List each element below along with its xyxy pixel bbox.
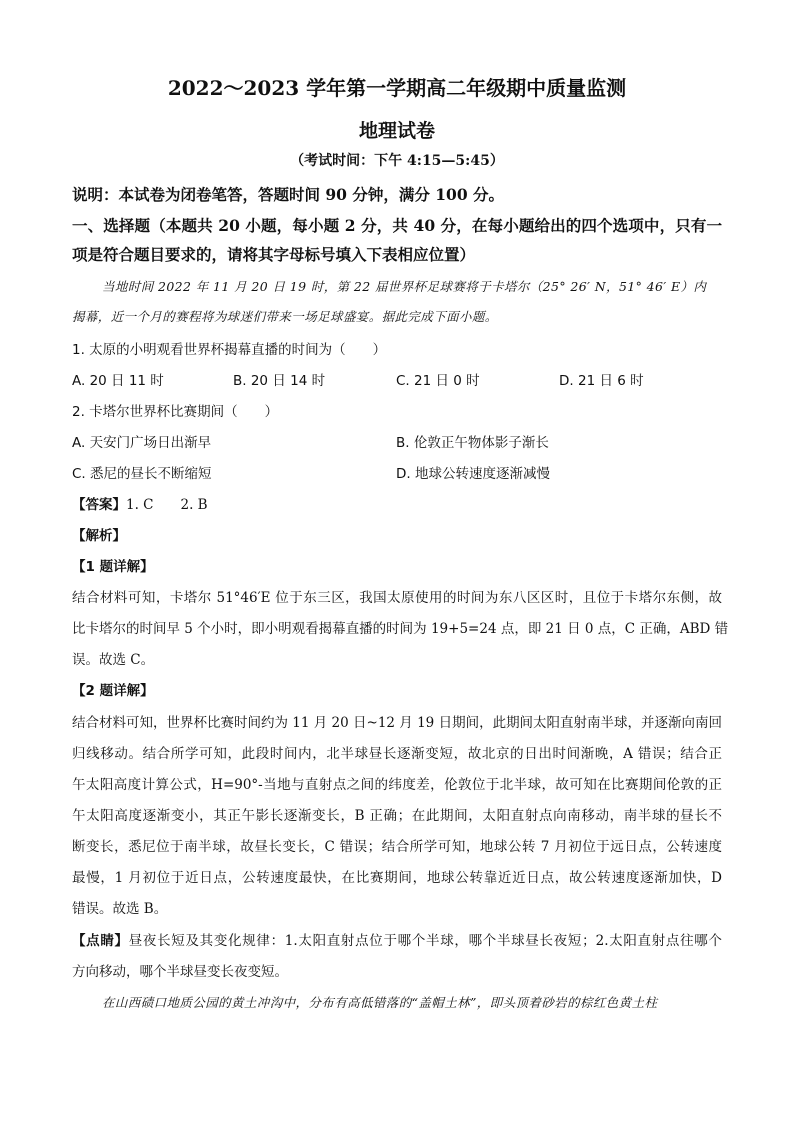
detail1-line3: 误。故选 C。 [72,652,155,668]
exam-title: 2022～2023 学年第一学期高二年级期中质量监测 [167,76,627,100]
question2-option-b: B. 伦敦正午物体影子渐长 [396,435,549,451]
tip-line2: 方向移动，哪个半球昼变长夜变短。 [72,964,288,980]
detail2-line7: 错误。故选 B。 [72,901,168,917]
question2-option-d: D. 地球公转速度逐渐减慢 [396,466,550,482]
answer-line [72,493,208,513]
material2-line1: 在山西碛口地质公园的黄土冲沟中，分布有高低错落的“盖帽土林”，即头顶着砂岩的棕红色黄土柱 [102,995,658,1010]
detail2-line6: 最慢，1 月初位于近日点，公转速度最快，在比赛期间，地球公转靠近近日点，故公转速度逐渐加快，D [72,870,722,886]
detail2-line4: 午太阳高度逐渐变小，其正午影长逐渐变长，B 正确；在此期间，太阳直射点向南移动，南半球的昼长不 [72,808,722,824]
analysis-label: 【解析】 [72,528,126,544]
question1-option-b: B. 20 日 14 时 [233,373,326,389]
detail1-line2: 比卡塔尔的时间早 5 个小时，即小明观看揭幕直播的时间为 19+5=24 点，即 21 日 0 点，C 正确，ABD 错 [72,621,729,637]
question1-stem: 1. 太原的小明观看世界杯揭幕直播的时间为（ ） [72,342,387,358]
exam-time: （考试时间：下午 4:15—5:45） [290,153,504,169]
answer-text: 1. C 2. B [126,497,208,513]
question2-stem: 2. 卡塔尔世界杯比赛期间（ ） [72,404,279,420]
exam-subtitle: 地理试卷 [358,120,435,142]
exam-notes: 说明：本试卷为闭卷笔答，答题时间 90 分钟，满分 100 分。 [72,185,505,204]
detail1-line1: 结合材料可知，卡塔尔 51°46′E 位于东三区，我国太原使用的时间为东八区区时，且位于卡塔尔东侧，故 [72,590,722,606]
question1-option-c: C. 21 日 0 时 [396,373,480,389]
material1-line2: 揭幕，近一个月的赛程将为球迷们带来一场足球盛宴。据此完成下面小题。 [72,309,498,324]
material1-line1: 当地时间 2022 年 11 月 20 日 19 时，第 22 届世界杯足球赛将于卡塔尔（25° 26′ N，51° 46′ E）内 [102,279,707,294]
detail2-line2: 归线移动。结合所学可知，此段时间内，北半球昼长逐渐变短，故北京的日出时间渐晚，A 错误；结合正 [72,746,722,762]
question1-option-a: A. 20 日 11 时 [72,373,164,389]
question2-option-c: C. 悉尼的昼长不断缩短 [72,466,212,482]
detail2-line1: 结合材料可知，世界杯比赛时间约为 11 月 20 日~12 月 19 日期间，此期间太阳直射南半球，并逐渐向南回 [72,715,723,731]
tip-text-line1: 昼夜长短及其变化规律：1.太阳直射点位于哪个半球，哪个半球昼长夜短；2.太阳直射点往哪个 [128,933,722,949]
detail2-line5: 断变长，悉尼位于南半球，故昼长变长，C 错误；结合所学可知，地球公转 7 月初位于远日点，公转速度 [72,839,722,855]
question2-option-a: A. 天安门广场日出渐早 [72,435,212,451]
detail2-line3: 午太阳高度计算公式，H=90°-当地与直射点之间的纬度差，伦敦位于北半球，故可知在比赛期间伦敦的正 [72,777,722,793]
section1-heading-line1: 一、选择题（本题共 20 小题，每小题 2 分，共 40 分，在每小题给出的四个选项中，只有一 [72,216,722,235]
tip-label: 【点睛】 [72,933,129,949]
tip-line1 [72,929,722,949]
section1-heading-line2: 项是符合题目要求的，请将其字母标号填入下表相应位置） [72,245,476,264]
answer-label: 【答案】 [72,497,126,513]
question1-option-d: D. 21 日 6 时 [559,373,644,389]
detail2-label: 【2 题详解】 [72,683,154,699]
detail1-label: 【1 题详解】 [72,559,154,575]
